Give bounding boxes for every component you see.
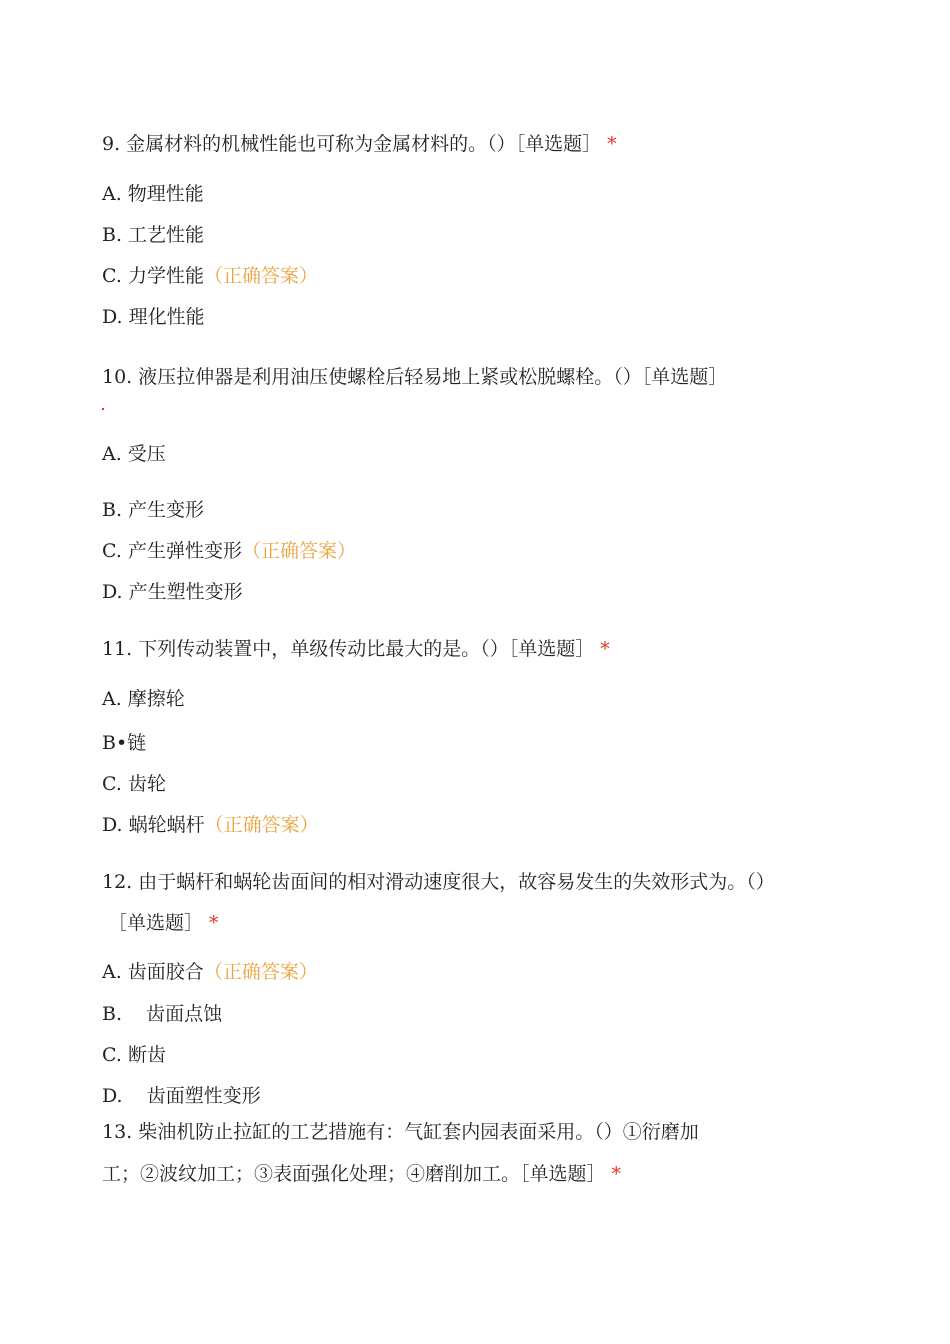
question-9-option-b: B. 工艺性能: [102, 224, 205, 246]
required-mark: *: [607, 133, 617, 155]
question-9-option-c: [102, 264, 318, 288]
question-13-stem-line2: [102, 1162, 621, 1186]
question-11-stem-text: 11. 下列传动装置中，单级传动比最大的是。（）［单选题］: [102, 638, 595, 660]
question-13-stem-line1: 13. 柴油机防止拉缸的工艺措施有：气缸套内园表面采用。（）①衍磨加: [102, 1121, 699, 1143]
question-12-option-d: D. 齿面塑性变形: [102, 1085, 261, 1107]
question-9-option-a: A. 物理性能: [102, 183, 204, 205]
question-12-option-a: [102, 960, 318, 984]
question-13-stem-line2-text: 工；②波纹加工；③表面强化处理；④磨削加工。［单选题］: [102, 1163, 606, 1185]
question-10-option-b: B. 产生变形: [102, 499, 205, 521]
question-12-option-a-text: A. 齿面胶合: [102, 961, 204, 983]
correct-answer-label: （正确答案）: [241, 540, 356, 562]
correct-answer-label: （正确答案）: [204, 814, 319, 836]
question-11-option-d: [102, 813, 319, 837]
question-12-option-c: C. 断齿: [102, 1044, 166, 1066]
question-10-option-c: [102, 539, 356, 563]
question-9-stem-text: 9. 金属材料的机械性能也可称为金属材料的。（）［单选题］: [102, 133, 602, 155]
question-12-stem-line2: [108, 911, 219, 935]
required-mark: *: [600, 638, 610, 660]
correct-answer-label: （正确答案）: [203, 961, 318, 983]
question-10-stem: 10. 液压拉伸器是利用油压使螺栓后轻易地上紧或松脱螺栓。（）［单选题］: [102, 366, 728, 388]
stray-dot: [102, 408, 104, 410]
question-10-option-c-text: C. 产生弹性变形: [102, 540, 242, 562]
question-12-stem-line2-text: ［单选题］: [108, 912, 204, 934]
question-10-option-a: A. 受压: [102, 443, 166, 465]
question-9-option-c-text: C. 力学性能: [102, 265, 204, 287]
question-11-option-c: C. 齿轮: [102, 773, 166, 795]
question-12-option-b: B. 齿面点蚀: [102, 1003, 223, 1025]
correct-answer-label: （正确答案）: [203, 265, 318, 287]
question-10-option-d: D. 产生塑性变形: [102, 581, 243, 603]
required-mark: *: [209, 912, 219, 934]
required-mark: *: [611, 1163, 622, 1185]
question-9-stem: [102, 132, 617, 156]
question-12-stem-line1: 12. 由于蜗杆和蜗轮齿面间的相对滑动速度很大，故容易发生的失效形式为。（）: [102, 871, 775, 893]
question-11-stem: [102, 637, 610, 661]
question-11-option-d-text: D. 蜗轮蜗杆: [102, 814, 205, 836]
question-11-option-b: B•链: [102, 732, 147, 754]
question-11-option-a: A. 摩擦轮: [102, 688, 185, 710]
question-9-option-d: D. 理化性能: [102, 306, 205, 328]
